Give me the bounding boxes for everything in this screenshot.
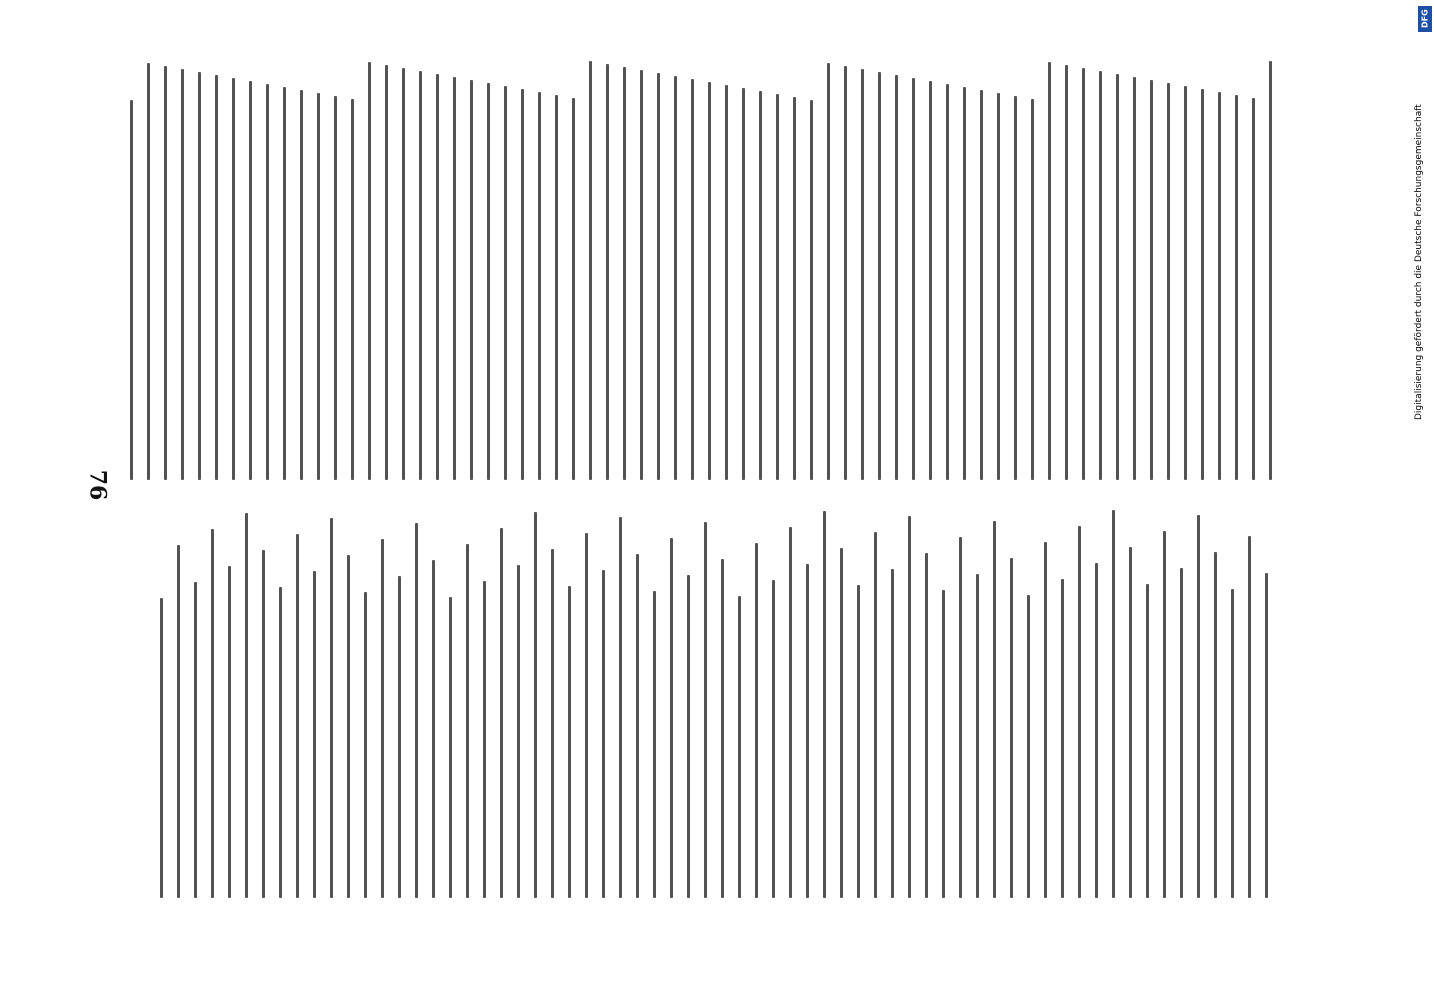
text-line xyxy=(470,80,473,480)
text-line xyxy=(619,517,622,898)
text-line xyxy=(1146,584,1149,898)
text-line xyxy=(568,586,571,898)
text-line xyxy=(640,70,643,480)
text-line xyxy=(147,63,150,480)
text-line xyxy=(398,576,401,898)
text-line xyxy=(198,72,201,480)
text-line xyxy=(806,564,809,898)
page-number: 76 xyxy=(84,469,111,501)
text-line xyxy=(181,69,184,480)
text-line xyxy=(1044,542,1047,898)
text-line xyxy=(381,539,384,898)
text-line xyxy=(959,537,962,898)
text-line xyxy=(1235,95,1238,480)
text-line xyxy=(262,550,265,898)
text-line xyxy=(232,78,235,480)
text-line xyxy=(1061,579,1064,898)
text-line xyxy=(606,64,609,480)
digitization-credit: Digitalisierung gefördert durch die Deutsche Forschungsgemeinschaft xyxy=(1414,104,1424,420)
text-line xyxy=(772,580,775,898)
text-line xyxy=(674,76,677,480)
text-line xyxy=(929,81,932,480)
text-line xyxy=(1010,558,1013,898)
text-line xyxy=(997,93,1000,480)
text-line xyxy=(1218,92,1221,480)
text-line xyxy=(946,84,949,480)
text-line xyxy=(687,575,690,898)
text-line xyxy=(296,534,299,898)
text-line xyxy=(653,591,656,898)
text-line xyxy=(300,90,303,480)
text-line xyxy=(755,543,758,898)
text-line xyxy=(1129,547,1132,898)
text-line xyxy=(993,521,996,898)
text-line xyxy=(670,538,673,898)
text-line xyxy=(721,559,724,898)
text-line xyxy=(589,61,592,480)
text-line xyxy=(1027,595,1030,898)
text-line xyxy=(160,598,163,898)
text-line xyxy=(1065,65,1068,480)
text-line xyxy=(738,596,741,898)
text-line xyxy=(1231,589,1234,898)
text-line xyxy=(211,529,214,898)
text-line xyxy=(283,87,286,480)
text-line xyxy=(194,582,197,898)
text-line xyxy=(912,78,915,480)
text-line xyxy=(334,96,337,480)
text-line xyxy=(908,516,911,898)
text-line xyxy=(364,592,367,898)
dfg-logo xyxy=(1418,6,1432,32)
text-line xyxy=(1048,62,1051,480)
text-line xyxy=(1167,83,1170,480)
text-line xyxy=(130,100,133,480)
text-line xyxy=(1082,68,1085,480)
text-line xyxy=(1197,515,1200,898)
text-line xyxy=(330,518,333,898)
text-line xyxy=(245,513,248,898)
text-line xyxy=(555,95,558,480)
text-line xyxy=(704,522,707,898)
text-line xyxy=(1116,74,1119,480)
text-line xyxy=(776,94,779,480)
text-line xyxy=(857,585,860,898)
text-line xyxy=(895,75,898,480)
text-line xyxy=(504,86,507,480)
text-line xyxy=(317,93,320,480)
text-line xyxy=(1133,77,1136,480)
text-line xyxy=(793,97,796,480)
text-line xyxy=(402,68,405,480)
text-line xyxy=(623,67,626,480)
text-line xyxy=(708,82,711,480)
text-line xyxy=(1095,563,1098,898)
text-line xyxy=(789,527,792,898)
text-line xyxy=(436,74,439,480)
text-line xyxy=(432,560,435,898)
text-line xyxy=(487,83,490,480)
text-line xyxy=(657,73,660,480)
text-line xyxy=(279,587,282,898)
text-line xyxy=(228,566,231,898)
text-line xyxy=(844,66,847,480)
text-line xyxy=(1252,98,1255,480)
text-line xyxy=(1150,80,1153,480)
text-line xyxy=(351,99,354,480)
text-line xyxy=(347,555,350,898)
text-line xyxy=(517,565,520,898)
text-line xyxy=(500,528,503,898)
text-line xyxy=(691,79,694,480)
text-line xyxy=(1184,86,1187,480)
text-line xyxy=(742,88,745,480)
text-line xyxy=(963,87,966,480)
text-line xyxy=(266,84,269,480)
text-column-left xyxy=(160,498,1290,898)
text-line xyxy=(874,532,877,898)
text-line xyxy=(385,65,388,480)
logo-text: DFG xyxy=(1420,9,1430,29)
text-line xyxy=(1201,89,1204,480)
text-line xyxy=(1248,536,1251,898)
text-line xyxy=(1099,71,1102,480)
text-line xyxy=(942,590,945,898)
text-line xyxy=(823,511,826,898)
text-line xyxy=(861,69,864,480)
text-line xyxy=(534,512,537,898)
text-line xyxy=(453,77,456,480)
text-line xyxy=(483,581,486,898)
text-line xyxy=(538,92,541,480)
text-line xyxy=(1180,568,1183,898)
text-column-right xyxy=(130,60,1300,480)
text-line xyxy=(249,81,252,480)
text-line xyxy=(419,71,422,480)
text-line xyxy=(449,597,452,898)
text-line xyxy=(466,544,469,898)
text-line xyxy=(1269,61,1272,480)
text-line xyxy=(415,523,418,898)
text-line xyxy=(1112,510,1115,898)
text-line xyxy=(1265,573,1268,898)
text-line xyxy=(810,100,813,480)
text-line xyxy=(164,66,167,480)
text-line xyxy=(585,533,588,898)
text-line xyxy=(521,89,524,480)
text-line xyxy=(759,91,762,480)
text-line xyxy=(551,549,554,898)
text-line xyxy=(313,571,316,898)
text-line xyxy=(1078,526,1081,898)
text-line xyxy=(980,90,983,480)
text-line xyxy=(827,63,830,480)
text-line xyxy=(891,569,894,898)
text-line xyxy=(1014,96,1017,480)
text-line xyxy=(878,72,881,480)
text-line xyxy=(1031,99,1034,480)
text-line xyxy=(636,554,639,898)
text-line xyxy=(976,574,979,898)
text-line xyxy=(368,62,371,480)
text-line xyxy=(1163,531,1166,898)
text-line xyxy=(602,570,605,898)
text-line xyxy=(572,98,575,480)
text-line xyxy=(925,553,928,898)
text-line xyxy=(1214,552,1217,898)
text-line xyxy=(840,548,843,898)
text-line xyxy=(725,85,728,480)
text-line xyxy=(177,545,180,898)
text-line xyxy=(215,75,218,480)
